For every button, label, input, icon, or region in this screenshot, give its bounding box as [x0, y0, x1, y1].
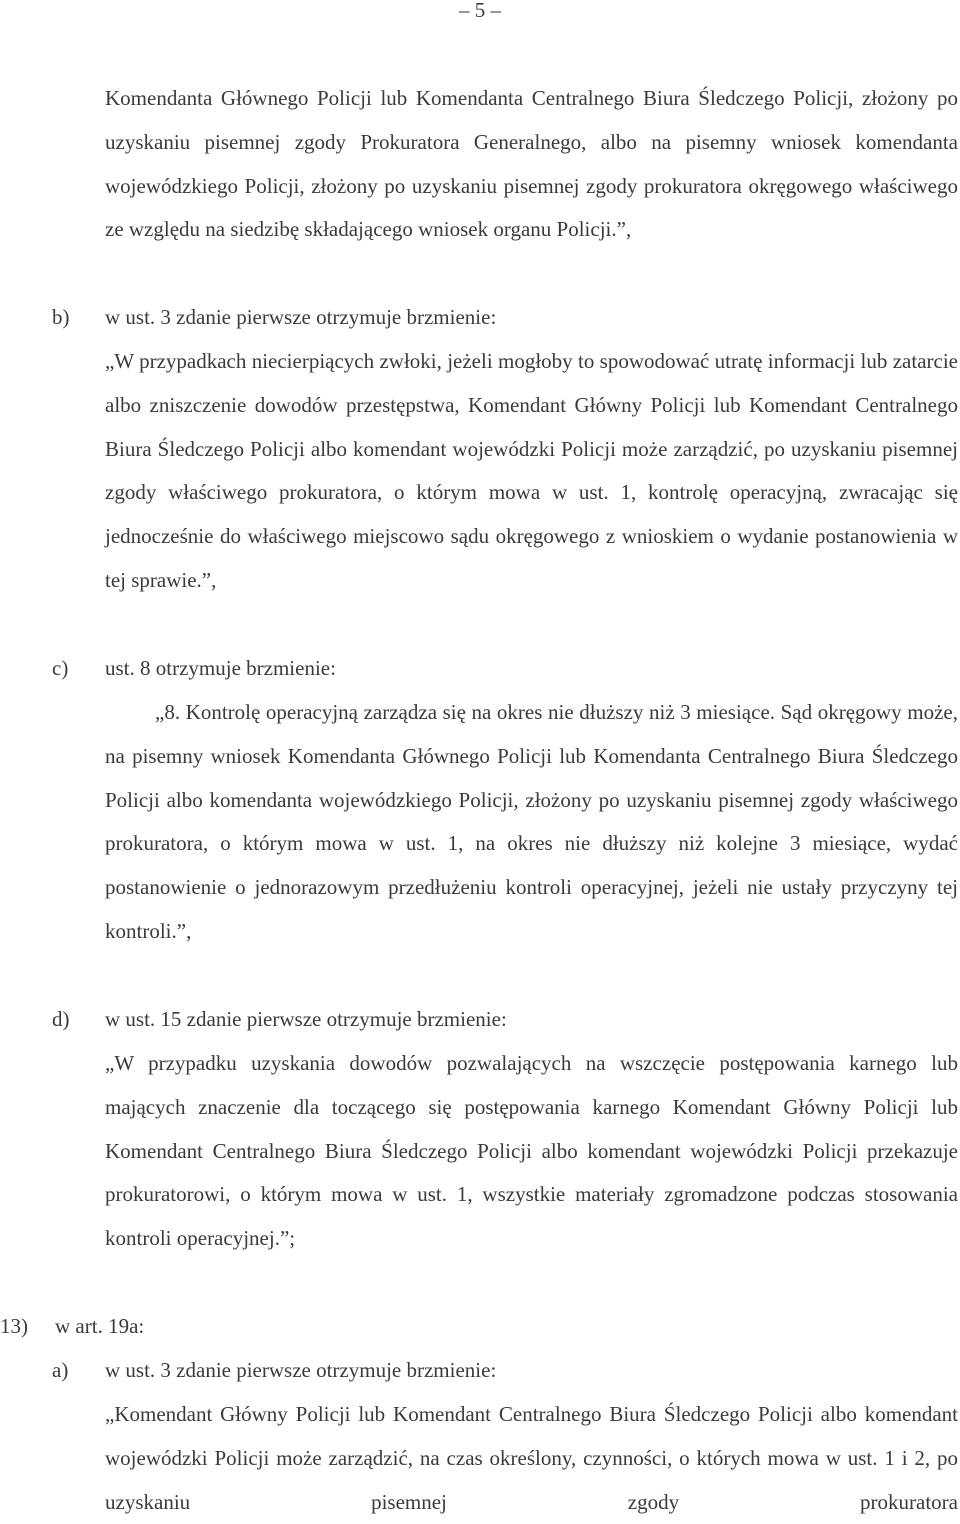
amendment-intro-b: w ust. 3 zdanie pierwsze otrzymuje brzmienie:: [105, 305, 497, 329]
list-label-b: b): [52, 305, 70, 329]
quoted-text-c: „8. Kontrolę operacyjną zarządza się na okres nie dłuższy niż 3 miesiące. Sąd okręgowy może, na pisemny wniosek Komendanta Głównego Policji lub Komendanta Centralnego Biura Śledczego Policji albo komendanta wojewódzkiego Policji, złożony po uzyskaniu pisemnej zgody właściwego prokuratora, o którym mowa w ust. 1, na okres nie dłuższy niż kolejne 3 miesiące, wydać postanowienie o jednorazowym przedłużeniu kontroli operacyjnej, jeżeli nie ustały przyczyny tej kontroli.”,: [105, 700, 958, 943]
quoted-text-d: „W przypadku uzyskania dowodów pozwalających na wszczęcie postępowania karnego lub mających znaczenie dla toczącego się postępowania karnego Komendant Główny Policji lub Komendant Centralnego Biura Śledczego Policji albo komendant wojewódzki Policji przekazuje prokuratorowi, o którym mowa w ust. 1, wszystkie materiały zgromadzone podczas stosowania kontroli operacyjnej.”;: [105, 1051, 958, 1251]
list-label-a: a): [52, 1358, 69, 1382]
quoted-text-a: „Komendant Główny Policji lub Komendant Centralnego Biura Śledczego Policji albo komendant wojewódzki Policji może zarządzić, na czas określony, czynności, o których mowa w ust. 1 i 2, po uzyskaniu pisemnej zgody prokuratora: [105, 1402, 958, 1514]
list-label-c: c): [52, 656, 69, 680]
paragraph-continuation: Komendanta Głównego Policji lub Komendanta Centralnego Biura Śledczego Policji, złożony po uzyskaniu pisemnej zgody Prokuratora Generalnego, albo na pisemny wniosek komendanta wojewódzkiego Policji, złożony po uzyskaniu pisemnej zgody prokuratora okręgowego właściwego ze względu na siedzibę składającego wniosek organu Policji.”,: [105, 86, 958, 242]
quoted-text-b: „W przypadkach niecierpiących zwłoki, jeżeli mogłoby to spowodować utratę informacji lub zatarcie albo zniszczenie dowodów przestępstwa, Komendant Główny Policji lub Komendant Centralnego Biura Śledczego Policji albo komendant wojewódzki Policji może zarządzić, po uzyskaniu pisemnej zgody właściwego prokuratora, o którym mowa w ust. 1, kontrolę operacyjną, zwracając się jednocześnie do właściwego miejscowo sądu okręgowego z wnioskiem o wydanie postanowienia w tej sprawie.”,: [105, 349, 958, 592]
list-label-d: d): [52, 1007, 70, 1031]
page-number: – 5 –: [459, 0, 501, 22]
amendment-intro-a: w ust. 3 zdanie pierwsze otrzymuje brzmienie:: [105, 1358, 497, 1382]
amendment-intro-d: w ust. 15 zdanie pierwsze otrzymuje brzmienie:: [105, 1007, 507, 1031]
amendment-intro-13: w art. 19a:: [55, 1314, 145, 1338]
list-label-13: 13): [0, 1314, 28, 1338]
amendment-intro-c: ust. 8 otrzymuje brzmienie:: [105, 656, 336, 680]
